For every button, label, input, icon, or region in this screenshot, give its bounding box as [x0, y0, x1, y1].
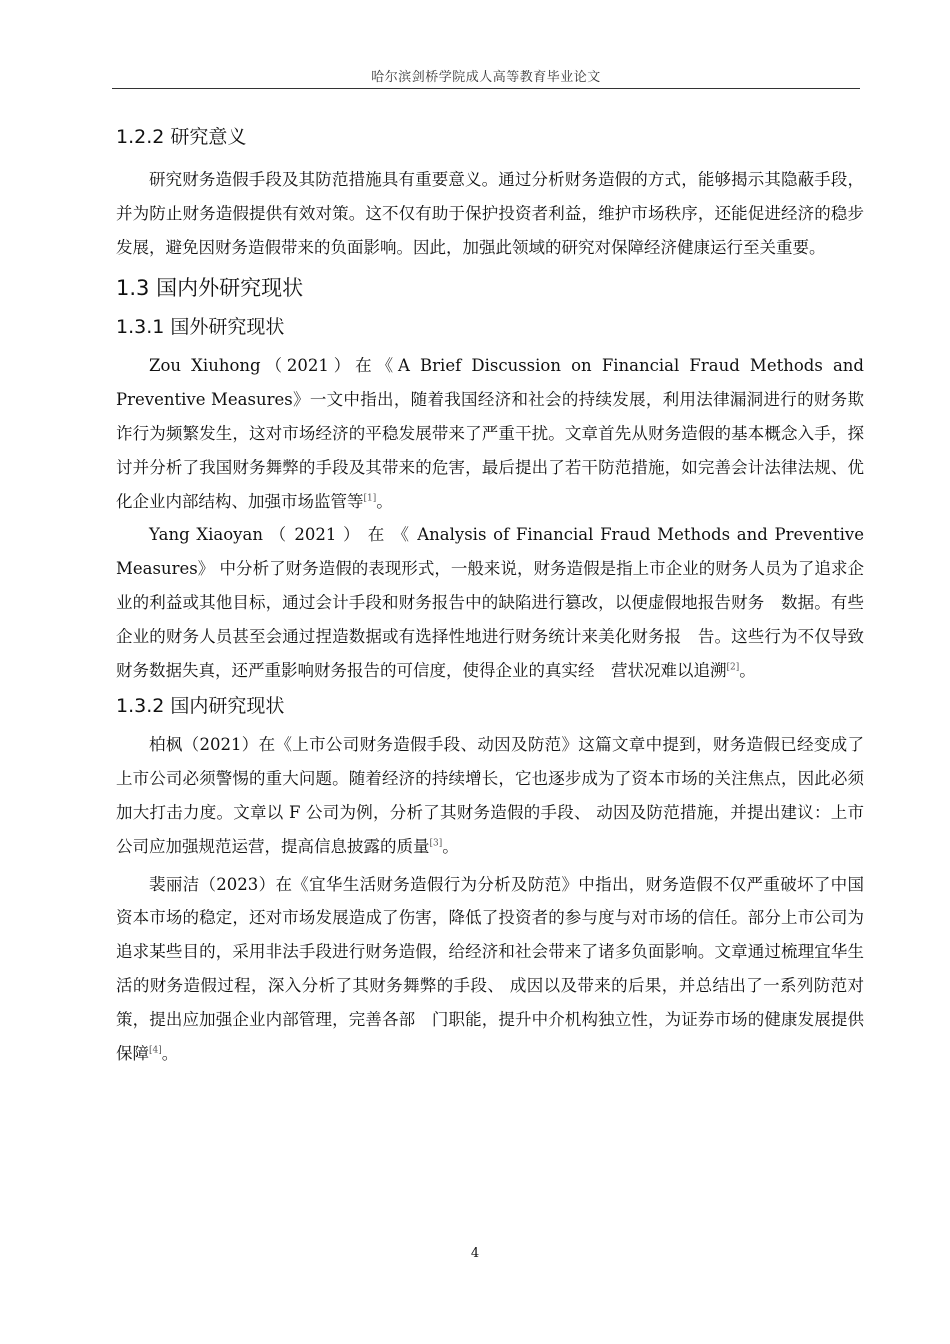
citation-1: [1] — [363, 493, 377, 504]
citation-4: [4] — [149, 1045, 162, 1056]
citation-3: [3] — [429, 838, 443, 849]
paragraph-foreign-2-text: Yang Xiaoyan （ 2021 ） 在 《 Analysis of Financial Fraud Methods and Preventive Measures》 中分析了财务造假的表现形式，一般来说，财务造假是指上市企业的财务人员为了追求企 业的利益或其他目标，通过会计手段和财务报告中的缺陷进行篡改，以便虚假地报告财务 数据。有些企业的财务人员甚至会通过捏造数据或有选择性地进行财务统计来美化财务报 告。这些行为不仅导致财务数据失真，还严重影响财务报告的可信度，使得企业的真实经 营状况难以追溯 — [116, 525, 881, 680]
page-content — [116, 118, 881, 1070]
paragraph-foreign-2 — [116, 518, 881, 687]
paragraph-research-significance: 研究财务造假手段及其防范措施具有重要意义。通过分析财务造假的方式，能够揭示其隐蔽手段，并为防止财务造假提供有效对策。这不仅有助于保护投资者利益，维护市场秩序，还能促进经济的稳步发展，避免因财务造假带来的负面影响。因此，加强此领域的研究对保障经济健康运行至关重要。 — [116, 170, 864, 257]
paragraph-domestic-2-end: 。 — [161, 1043, 179, 1063]
section-heading-1-2-2: 1.2.2 研究意义 — [116, 126, 247, 148]
page-number: 4 — [470, 1246, 480, 1261]
paragraph-foreign-2-end: 。 — [739, 660, 756, 680]
paragraph-foreign-1-end: 。 — [376, 491, 393, 511]
paragraph-foreign-1 — [116, 349, 864, 518]
citation-2: [2] — [726, 662, 740, 673]
paragraph-domestic-2 — [116, 868, 864, 1071]
section-heading-1-3: 1.3 国内外研究现状 — [116, 276, 304, 301]
paragraph-foreign-1-text: Zou Xiuhong（2021）在《A Brief Discussion on Financial Fraud Methods and Preventive Measures》一文中指出，随着我国经济和社会的持续发展，利用法律漏洞进行的财务欺诈行为频繁发生，这对市场经济的平稳发展带来了严重干扰。文章首先从财务造假的基本概念入手，探讨并分析了我国财务舞弊的手段及其带来的危害，最后提出了若干防范措施，如完善会计法律法规、优化企业内部结构、加强市场监管等 — [116, 356, 864, 511]
page-header: 哈尔滨剑桥学院成人高等教育毕业论文 — [371, 70, 601, 85]
paragraph-domestic-1-end: 。 — [442, 836, 459, 856]
header-rule — [112, 88, 860, 89]
section-heading-1-3-1: 1.3.1 国外研究现状 — [116, 316, 285, 339]
paragraph-domestic-1 — [116, 728, 864, 863]
paragraph-domestic-2-text: 裴丽洁（2023）在《宜华生活财务造假行为分析及防范》中指出，财务造假不仅严重破坏了中国资本市场的稳定，还对市场发展造成了伤害，降低了投资者的参与度与对市场的信任。部分上市公司为追求某些目的，采用非法手段进行财务造假，给经济和社会带来了诸多负面影响。文章通过梳理宜华生活的财务造假过程，深入分析了其财务舞弊的手段、 成因以及带来的后果，并总结出了一系列防范对策，提出应加强企业内部管理，完善各部 门职能，提升中介机构独立性，为证券市场的健康发展提供保障 — [116, 874, 864, 1063]
section-heading-1-3-2: 1.3.2 国内研究现状 — [116, 695, 285, 718]
paragraph-domestic-1-text: 柏枫（2021）在《上市公司财务造假手段、动因及防范》这篇文章中提到，财务造假已经变成了上市公司必须警惕的重大问题。随着经济的持续增长，它也逐步成为了资本市场的关注焦点，因此必须加大打击力度。文章以 F 公司为例，分析了其财务造假的手段、 动因及防范措施，并提出建议：上市公司应加强规范运营，提高信息披露的质量 — [116, 735, 864, 856]
